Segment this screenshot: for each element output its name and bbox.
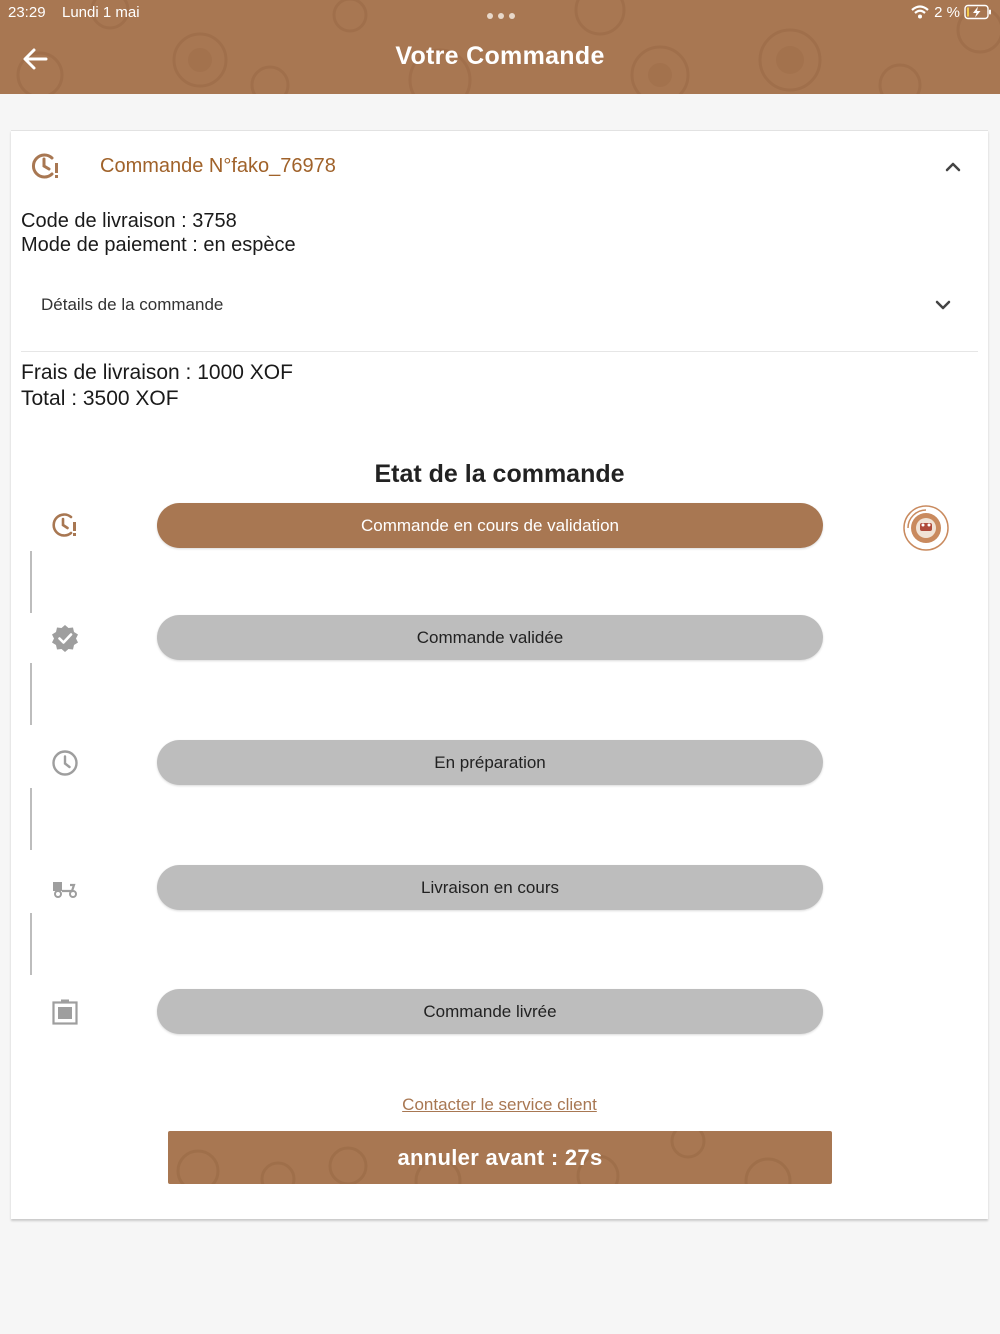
status-section-title: Etat de la commande [374,460,625,488]
pending-validation-icon [31,151,61,181]
order-card [11,130,988,1219]
pending-validation-icon [51,511,79,539]
chevron-down-icon[interactable] [931,293,955,317]
contact-support-link[interactable]: Contacter le service client [402,1095,597,1114]
delivered-box-icon [51,998,79,1026]
battery-charging-icon [964,4,992,20]
timeline-connector [30,551,32,613]
order-number: Commande N°fako_76978 [100,155,336,177]
order-total: Total : 3500 XOF [21,387,179,410]
status-indicators [910,3,992,21]
status-date: Lundi 1 mai [62,4,140,21]
status-step-validation: Commande en cours de validation [157,503,823,548]
timeline-connector [30,788,32,850]
order-details-toggle[interactable] [21,279,978,352]
chevron-up-icon[interactable] [941,155,965,179]
verified-badge-icon [51,624,79,652]
multitasking-dots-icon[interactable] [486,12,516,20]
status-step-delivery: Livraison en cours [157,865,823,910]
payment-mode: Mode de paiement : en espèce [21,234,296,256]
status-step-validated: Commande validée [157,615,823,660]
page-title: Votre Commande [395,42,605,70]
timeline-connector [30,913,32,975]
status-time: 23:29 [8,4,46,21]
clock-icon [51,749,79,777]
delivery-scooter-icon [51,874,79,902]
status-step-delivered: Commande livrée [157,989,823,1034]
order-header-row[interactable] [11,131,988,201]
cancel-order-button[interactable] [168,1131,832,1184]
cancel-countdown-label: annuler avant : 27s [397,1145,603,1170]
courier-avatar-icon [902,504,950,552]
wifi-icon [910,4,930,20]
delivery-fee: Frais de livraison : 1000 XOF [21,361,293,384]
details-label: Détails de la commande [41,295,224,314]
timeline-connector [30,663,32,725]
status-step-preparation: En préparation [157,740,823,785]
app-header [0,0,1000,94]
delivery-code: Code de livraison : 3758 [21,210,237,232]
battery-percent: 2 % [934,3,960,21]
